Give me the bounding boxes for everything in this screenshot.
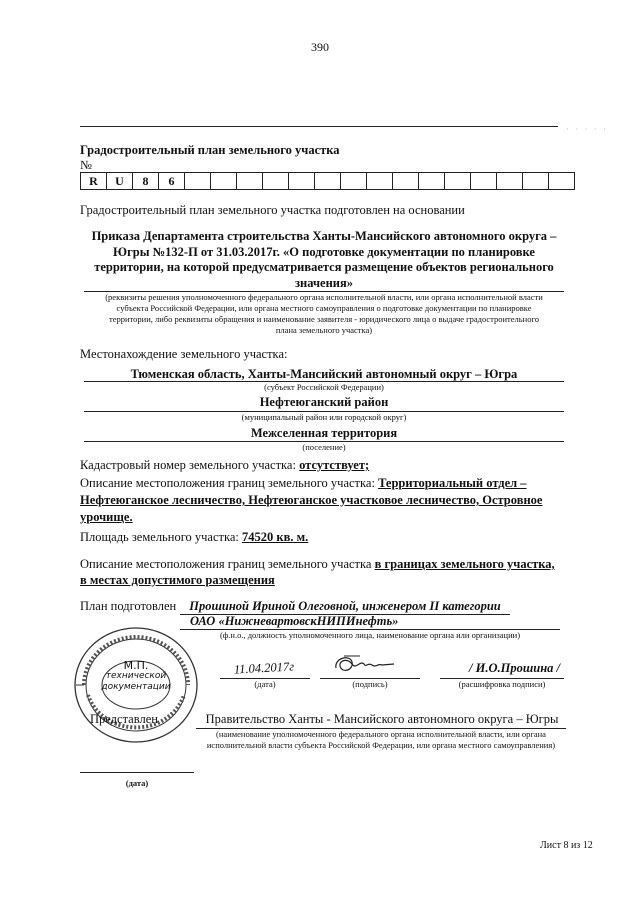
prepared-org: ОАО «НижневартовскНИПИнефть» — [190, 614, 399, 628]
basis-text: Градостроительный план земельного участка подготовлен на основании — [80, 203, 465, 217]
number-cell — [393, 173, 419, 190]
number-cell: 6 — [159, 173, 185, 190]
area-label: Площадь земельного участка: — [80, 530, 239, 544]
sheet-label: Лист 8 из 12 — [540, 840, 593, 851]
placement-row-1 — [80, 557, 555, 572]
order-line: значения» — [295, 275, 353, 290]
number-cell — [523, 173, 549, 190]
boundaries-value-1: Территориальный отдел – — [378, 476, 527, 490]
stamp-line: М.П. — [123, 659, 149, 672]
number-cell: R — [81, 173, 107, 190]
date-handwritten: 11.04.2017г — [233, 659, 295, 677]
date-note: (дата) — [254, 679, 276, 689]
signature — [330, 652, 410, 678]
placement-value-1: в границах земельного участка, — [374, 557, 555, 571]
presented-note-line: исполнительной власти субъекта Российской Федерации, или органа местного самоуправления) — [206, 740, 556, 750]
number-cell: U — [107, 173, 133, 190]
area-row — [80, 530, 308, 545]
order-note-line: плана земельного участка) — [275, 325, 373, 335]
page-number: 390 — [311, 40, 329, 54]
placement-value-2: в местах допустимого размещения — [80, 573, 275, 587]
number-cell — [237, 173, 263, 190]
subject-note: (субъект Российской Федерации) — [264, 382, 384, 392]
cadastral-row — [80, 458, 369, 473]
stamp-line: документации — [101, 682, 171, 692]
bottom-date-note: (дата) — [125, 778, 149, 788]
order-note-line: (реквизиты решения уполномоченного федерального органа исполнительной власти, или органа исполнительной власти — [105, 292, 543, 302]
number-cell: 8 — [133, 173, 159, 190]
district-value: Нефтеюганский район — [259, 395, 389, 409]
number-cell — [471, 173, 497, 190]
boundaries-value-2: Нефтеюганское лесничество, Нефтеюганское участковое лесничество, Островное — [80, 493, 543, 507]
number-cell — [341, 173, 367, 190]
plan-title: Градостроительный план земельного участка — [80, 143, 340, 157]
top-divider — [80, 126, 558, 127]
plan-number-grid — [80, 172, 575, 190]
number-cell — [185, 173, 211, 190]
scan-marks: · · · · · — [566, 124, 608, 134]
number-cell — [445, 173, 471, 190]
number-cell — [315, 173, 341, 190]
settlement-note: (поселение) — [302, 442, 346, 452]
boundaries-row-1 — [80, 476, 566, 491]
presented-label: Представлен — [90, 712, 158, 726]
location-label: Местонахождение земельного участка: — [80, 347, 288, 361]
prepared-note: (ф.н.о., должность уполномоченного лица, наименование органа или организации) — [219, 630, 521, 640]
decoding-value: / И.О.Прошина / — [469, 661, 560, 675]
area-value: 74520 кв. м. — [242, 530, 309, 544]
decoding-note: (расшифровка подписи) — [458, 679, 546, 689]
settlement-value: Межселенная территория — [250, 426, 398, 440]
boundaries-label: Описание местоположения границ земельного участка: — [80, 476, 375, 490]
order-line: Югры №132-П от 31.03.2017г. «О подготовке документации по планировке — [113, 244, 535, 259]
prepared-value-1: Прошиной Ириной Олеговной, инженером II категории — [180, 599, 510, 615]
cadastral-label: Кадастровый номер земельного участка: — [80, 458, 296, 472]
placement-label: Описание местоположения границ земельного участка — [80, 557, 372, 571]
prepared-label: План подготовлен — [80, 599, 177, 613]
boundaries-value-3: урочище. — [80, 510, 133, 524]
number-cell — [211, 173, 237, 190]
presented-note — [196, 729, 566, 751]
prepared-value-2 — [180, 614, 560, 630]
cadastral-value: отсутствует; — [299, 458, 370, 472]
order-note-line: субъекта Российской Федерации, или органа местного самоуправления о подготовке документации по планировке — [116, 303, 532, 313]
number-cell — [549, 173, 575, 190]
order-line: территории, на которой предусматривается размещение объектов регионального — [94, 260, 554, 274]
presented-note-line: (наименование уполномоченного федерального органа исполнительной власти, или органа — [216, 729, 546, 739]
stamp-text — [100, 660, 172, 693]
order-line: Приказа Департамента строительства Ханты-Мансийского автономного округа – — [91, 229, 557, 243]
order-note — [84, 292, 564, 336]
signature-note: (подпись) — [352, 679, 388, 689]
number-cell — [497, 173, 523, 190]
number-label: № — [80, 158, 92, 172]
subject-value: Тюменская область, Ханты-Мансийский автономный округ – Югра — [130, 367, 518, 381]
number-cell — [419, 173, 445, 190]
number-cell — [367, 173, 393, 190]
district-note: (муниципальный район или городской округ) — [241, 412, 407, 422]
number-cell — [263, 173, 289, 190]
number-cell — [289, 173, 315, 190]
stamp-line: технической — [105, 671, 167, 681]
bottom-date-underline — [80, 772, 194, 773]
order-note-line: территории, либо реквизиты обращения и наименование заявителя - юридического лица о выдаче градостроительного — [109, 314, 539, 324]
order-reference — [84, 229, 564, 291]
presented-value: Правительство Ханты - Мансийского автономного округа – Югры — [205, 712, 559, 726]
